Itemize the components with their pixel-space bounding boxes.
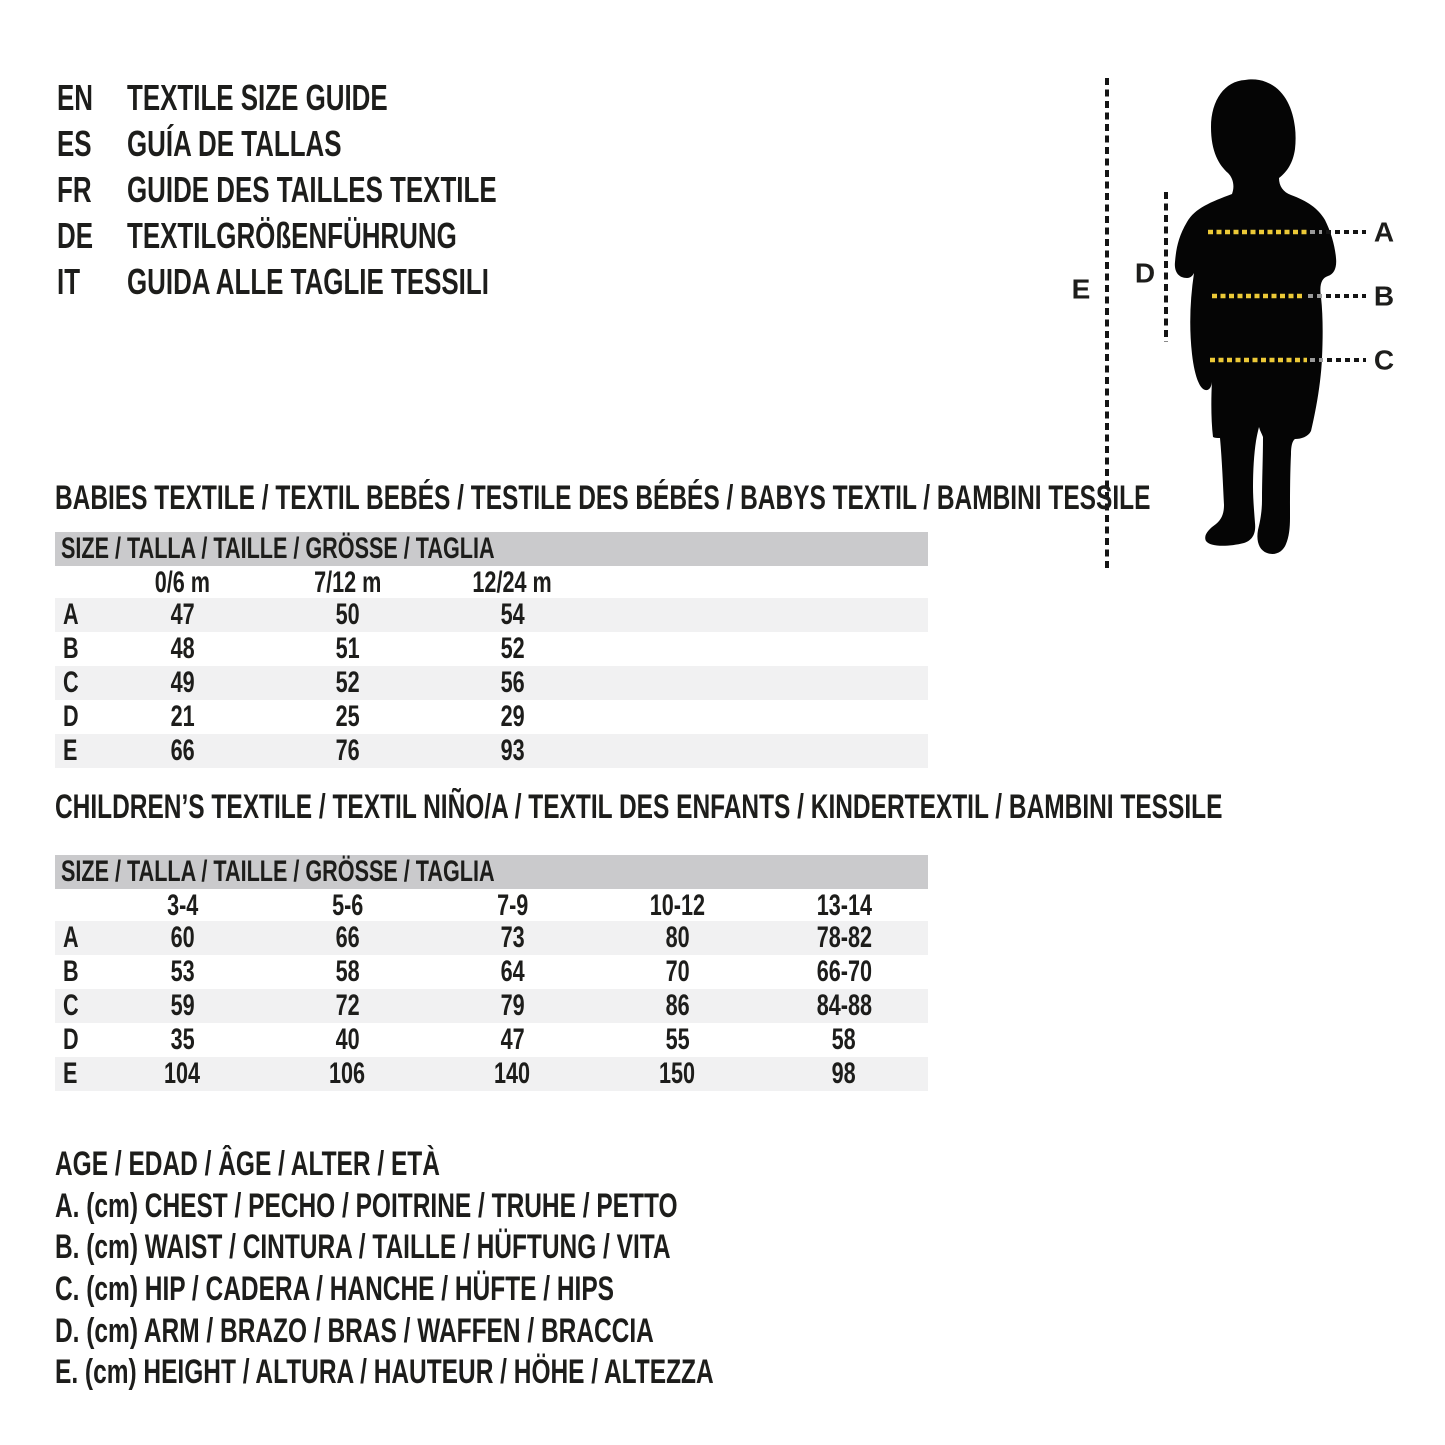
row-label: B [63, 955, 79, 988]
size-value-cell: 84-88 [816, 989, 872, 1022]
language-title: GUIDA ALLE TAGLIE TESSILI [127, 261, 489, 302]
size-value-cell: 56 [500, 666, 525, 699]
table-row [55, 1023, 928, 1057]
size-value-cell: 21 [170, 700, 195, 733]
legend-line: AGE / EDAD / ÂGE / ALTER / ETÀ [55, 1145, 440, 1183]
children-table [55, 855, 928, 1091]
language-code: ES [57, 123, 92, 164]
measurement-legend [55, 1144, 970, 1394]
language-code: EN [57, 77, 94, 118]
size-value-cell: 50 [335, 598, 360, 631]
language-code: IT [57, 261, 81, 302]
table-row [55, 598, 928, 632]
size-value-cell: 70 [665, 955, 690, 988]
babies-column-header-row [55, 566, 928, 598]
age-column-header: 3-4 [166, 889, 199, 922]
legend-line: C. (cm) HIP / CADERA / HANCHE / HÜFTE / HIPS [55, 1270, 615, 1309]
size-value-cell: 79 [500, 989, 525, 1022]
size-value-cell: 104 [164, 1057, 201, 1090]
size-value-cell: 51 [335, 632, 360, 665]
language-row [57, 121, 640, 167]
table-row [55, 734, 928, 768]
children-table-heading-text: CHILDREN’S TEXTILE / TEXTIL NIÑO/A / TEXTIL DES ENFANTS / KINDERTEXTIL / BAMBINI TESSILE [55, 788, 1223, 826]
babies-table-heading [55, 481, 1445, 515]
size-value-cell: 59 [170, 989, 195, 1022]
legend-line: E. (cm) HEIGHT / ALTURA / HAUTEUR / HÖHE / ALTEZZA [55, 1353, 714, 1392]
age-column-header: 13-14 [816, 889, 872, 922]
size-value-cell: 98 [831, 1057, 857, 1090]
age-column-header: 12/24 m [472, 566, 553, 599]
row-label: D [63, 1023, 79, 1056]
table-row [55, 921, 928, 955]
size-header-text: SIZE / TALLA / TAILLE / GRÖSSE / TAGLIA [61, 855, 495, 888]
table-row [55, 989, 928, 1023]
age-column-header: 5-6 [331, 889, 364, 922]
table-row [55, 700, 928, 734]
row-label: B [63, 632, 79, 665]
babies-table [55, 532, 928, 768]
row-label: A [63, 921, 79, 954]
height-label: E [1071, 273, 1091, 305]
language-title: TEXTILE SIZE GUIDE [127, 77, 388, 118]
table-row [55, 955, 928, 989]
size-value-cell: 140 [494, 1057, 531, 1090]
row-label: E [63, 1057, 78, 1090]
size-value-cell: 64 [500, 955, 525, 988]
language-title: GUIDE DES TAILLES TEXTILE [127, 169, 497, 210]
size-header-bar [55, 532, 928, 566]
child-silhouette-figure [1060, 60, 1445, 600]
size-value-cell: 86 [665, 989, 690, 1022]
size-value-cell: 49 [170, 666, 195, 699]
size-header-bar [55, 855, 928, 889]
size-value-cell: 150 [659, 1057, 696, 1090]
language-row [57, 75, 640, 121]
legend-line: B. (cm) WAIST / CINTURA / TAILLE / HÜFTUNG / VITA [55, 1228, 671, 1267]
size-value-cell: 72 [335, 989, 360, 1022]
size-value-cell: 60 [170, 921, 195, 954]
size-value-cell: 35 [170, 1023, 195, 1056]
size-value-cell: 54 [500, 598, 525, 631]
legend-line: A. (cm) CHEST / PECHO / POITRINE / TRUHE / PETTO [55, 1186, 678, 1225]
language-title: TEXTILGRÖßENFÜHRUNG [127, 215, 457, 256]
size-value-cell: 66 [335, 921, 360, 954]
row-label: C [63, 666, 79, 699]
size-value-cell: 80 [665, 921, 690, 954]
size-header-text: SIZE / TALLA / TAILLE / GRÖSSE / TAGLIA [61, 532, 495, 565]
language-row [57, 213, 640, 259]
size-value-cell: 66-70 [816, 955, 872, 988]
row-label: C [63, 989, 79, 1022]
size-value-cell: 58 [831, 1023, 857, 1056]
age-column-header: 7-9 [496, 889, 529, 922]
size-value-cell: 78-82 [816, 921, 872, 954]
arm-label: D [1134, 257, 1156, 289]
age-column-header: 10-12 [649, 889, 706, 922]
size-value-cell: 52 [335, 666, 360, 699]
age-column-header: 7/12 m [313, 566, 382, 599]
size-value-cell: 66 [170, 734, 195, 767]
row-label: A [63, 598, 79, 631]
size-value-cell: 73 [500, 921, 525, 954]
size-value-cell: 47 [170, 598, 195, 631]
waist-label: B [1373, 280, 1395, 312]
size-value-cell: 55 [665, 1023, 690, 1056]
size-value-cell: 76 [335, 734, 360, 767]
legend-line: D. (cm) ARM / BRAZO / BRAS / WAFFEN / BRACCIA [55, 1311, 654, 1350]
hip-label: C [1373, 344, 1395, 376]
size-value-cell: 40 [335, 1023, 360, 1056]
row-label: D [63, 700, 79, 733]
size-value-cell: 47 [500, 1023, 525, 1056]
language-title: GUÍA DE TALLAS [127, 123, 342, 164]
size-value-cell: 106 [329, 1057, 366, 1090]
language-code: FR [57, 169, 92, 210]
age-column-header: 0/6 m [154, 566, 211, 599]
size-value-cell: 58 [335, 955, 360, 988]
size-value-cell: 93 [500, 734, 525, 767]
size-value-cell: 29 [500, 700, 525, 733]
language-title-list [57, 75, 640, 305]
chest-label: A [1373, 216, 1395, 248]
babies-table-heading-text: BABIES TEXTILE / TEXTIL BEBÉS / TESTILE DES BÉBÉS / BABYS TEXTIL / BAMBINI TESSILE [55, 479, 1151, 517]
size-value-cell: 53 [170, 955, 195, 988]
size-value-cell: 52 [500, 632, 525, 665]
language-row [57, 167, 640, 213]
size-value-cell: 25 [335, 700, 360, 733]
table-row [55, 1057, 928, 1091]
size-value-cell: 48 [170, 632, 195, 665]
children-column-header-row [55, 889, 928, 921]
children-table-heading [55, 790, 1445, 824]
language-code: DE [57, 215, 94, 256]
row-label: E [63, 734, 78, 767]
table-row [55, 666, 928, 700]
language-row [57, 259, 640, 305]
table-row [55, 632, 928, 666]
